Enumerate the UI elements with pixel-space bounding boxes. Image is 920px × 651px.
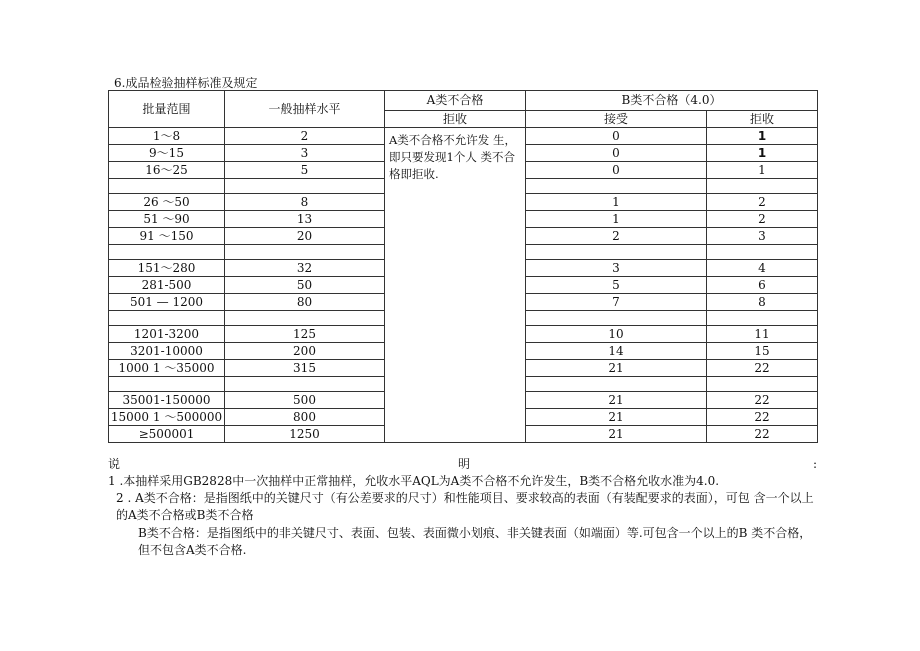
header-class-b-reject: 拒收 [707,111,818,128]
batch-range-cell: 35001-150000 [109,392,225,409]
header-class-b-accept: 接受 [526,111,707,128]
header-row-1 [109,91,818,111]
class-b-reject-cell: 1 [707,162,818,179]
table-row [109,128,818,145]
class-b-accept-cell: 5 [526,277,707,294]
batch-range-cell: 1201-3200 [109,326,225,343]
general-level-cell: 800 [225,409,385,426]
general-level-cell: 50 [225,277,385,294]
spacer-cell [707,311,818,326]
class-b-reject-cell: 22 [707,360,818,377]
spacer-cell [109,245,225,260]
note-1: 1 .本抽样采用GB2828中一次抽样中正常抽样，允收水平AQL为A类不合格不允许发生，B类不合格允收水准为4.0. [108,474,720,488]
sampling-table [108,90,818,443]
class-b-accept-cell: 0 [526,145,707,162]
class-b-reject-cell: 6 [707,277,818,294]
class-a-rule-cell: A类不合格不允许发 生，即只要发现1个人 类不合格即拒收. [385,128,526,443]
class-b-accept-cell: 1 [526,211,707,228]
note-2-class-b: B类不合格：是指图纸中的非关键尺寸、表面、包装、表面微小划痕、非关键表面（如端面）等.可包含一个以上的B 类不合格，但不包含A类不合格. [138,526,812,557]
class-b-reject-cell: 15 [707,343,818,360]
class-b-reject-cell: 22 [707,409,818,426]
general-level-cell: 20 [225,228,385,245]
batch-range-cell: 501 — 1200 [109,294,225,311]
general-level-cell: 1250 [225,426,385,443]
batch-range-cell: 16～25 [109,162,225,179]
spacer-cell [526,245,707,260]
class-b-accept-cell: 21 [526,409,707,426]
batch-range-cell: 9～15 [109,145,225,162]
spacer-cell [109,377,225,392]
batch-range-cell: 51 ～90 [109,211,225,228]
class-b-accept-cell: 0 [526,162,707,179]
class-b-accept-cell: 21 [526,426,707,443]
spacer-cell [707,179,818,194]
batch-range-cell: ≥500001 [109,426,225,443]
batch-range-cell: 281-500 [109,277,225,294]
header-general-level: 一般抽样水平 [225,91,385,128]
batch-range-cell: 1～8 [109,128,225,145]
class-b-accept-cell: 2 [526,228,707,245]
spacer-cell [109,311,225,326]
class-b-accept-cell: 3 [526,260,707,277]
spacer-cell [225,377,385,392]
class-b-reject-cell: 4 [707,260,818,277]
batch-range-cell: 91 ～150 [109,228,225,245]
spacer-cell [526,377,707,392]
class-b-accept-cell: 0 [526,128,707,145]
class-b-reject-cell: 8 [707,294,818,311]
notes-section [108,456,817,559]
batch-range-cell: 26 ～50 [109,194,225,211]
spacer-cell [707,377,818,392]
spacer-cell [225,245,385,260]
note-2-class-a: 2 . A类不合格：是指图纸中的关键尺寸（有公差要求的尺寸）和性能项目、要求较高的表面（有装配要求的表面），可包 含一个以上的A类不合格或B类不合格 [116,491,814,522]
spacer-cell [526,311,707,326]
spacer-cell [109,179,225,194]
batch-range-cell: 1000 1 ～35000 [109,360,225,377]
general-level-cell: 80 [225,294,385,311]
header-batch-range: 批量范围 [109,91,225,128]
notes-heading [108,456,817,470]
general-level-cell: 3 [225,145,385,162]
spacer-cell [707,245,818,260]
notes-heading-char: : [812,457,817,471]
class-b-reject-cell: 1 [707,145,818,162]
general-level-cell: 315 [225,360,385,377]
general-level-cell: 5 [225,162,385,179]
header-class-a-reject: 拒收 [385,111,526,128]
class-b-reject-cell: 11 [707,326,818,343]
class-b-accept-cell: 14 [526,343,707,360]
general-level-cell: 500 [225,392,385,409]
class-b-reject-cell: 3 [707,228,818,245]
general-level-cell: 2 [225,128,385,145]
class-b-accept-cell: 21 [526,392,707,409]
class-b-reject-cell: 2 [707,211,818,228]
batch-range-cell: 3201-10000 [109,343,225,360]
spacer-cell [526,179,707,194]
batch-range-cell: 151～280 [109,260,225,277]
spacer-cell [225,311,385,326]
class-b-reject-cell: 1 [707,128,818,145]
general-level-cell: 13 [225,211,385,228]
class-b-accept-cell: 7 [526,294,707,311]
header-class-b: B类不合格（4.0） [526,91,818,111]
class-b-accept-cell: 21 [526,360,707,377]
class-b-accept-cell: 10 [526,326,707,343]
batch-range-cell: 15000 1 ～500000 [109,409,225,426]
section-title: 6.成品检验抽样标准及规定 [114,76,258,90]
class-b-accept-cell: 1 [526,194,707,211]
spacer-cell [225,179,385,194]
class-b-reject-cell: 22 [707,392,818,409]
general-level-cell: 8 [225,194,385,211]
notes-heading-char: 明 [458,457,471,471]
header-class-a: A类不合格 [385,91,526,111]
general-level-cell: 200 [225,343,385,360]
general-level-cell: 32 [225,260,385,277]
class-b-reject-cell: 22 [707,426,818,443]
general-level-cell: 125 [225,326,385,343]
notes-heading-char: 说 [108,457,121,471]
class-b-reject-cell: 2 [707,194,818,211]
